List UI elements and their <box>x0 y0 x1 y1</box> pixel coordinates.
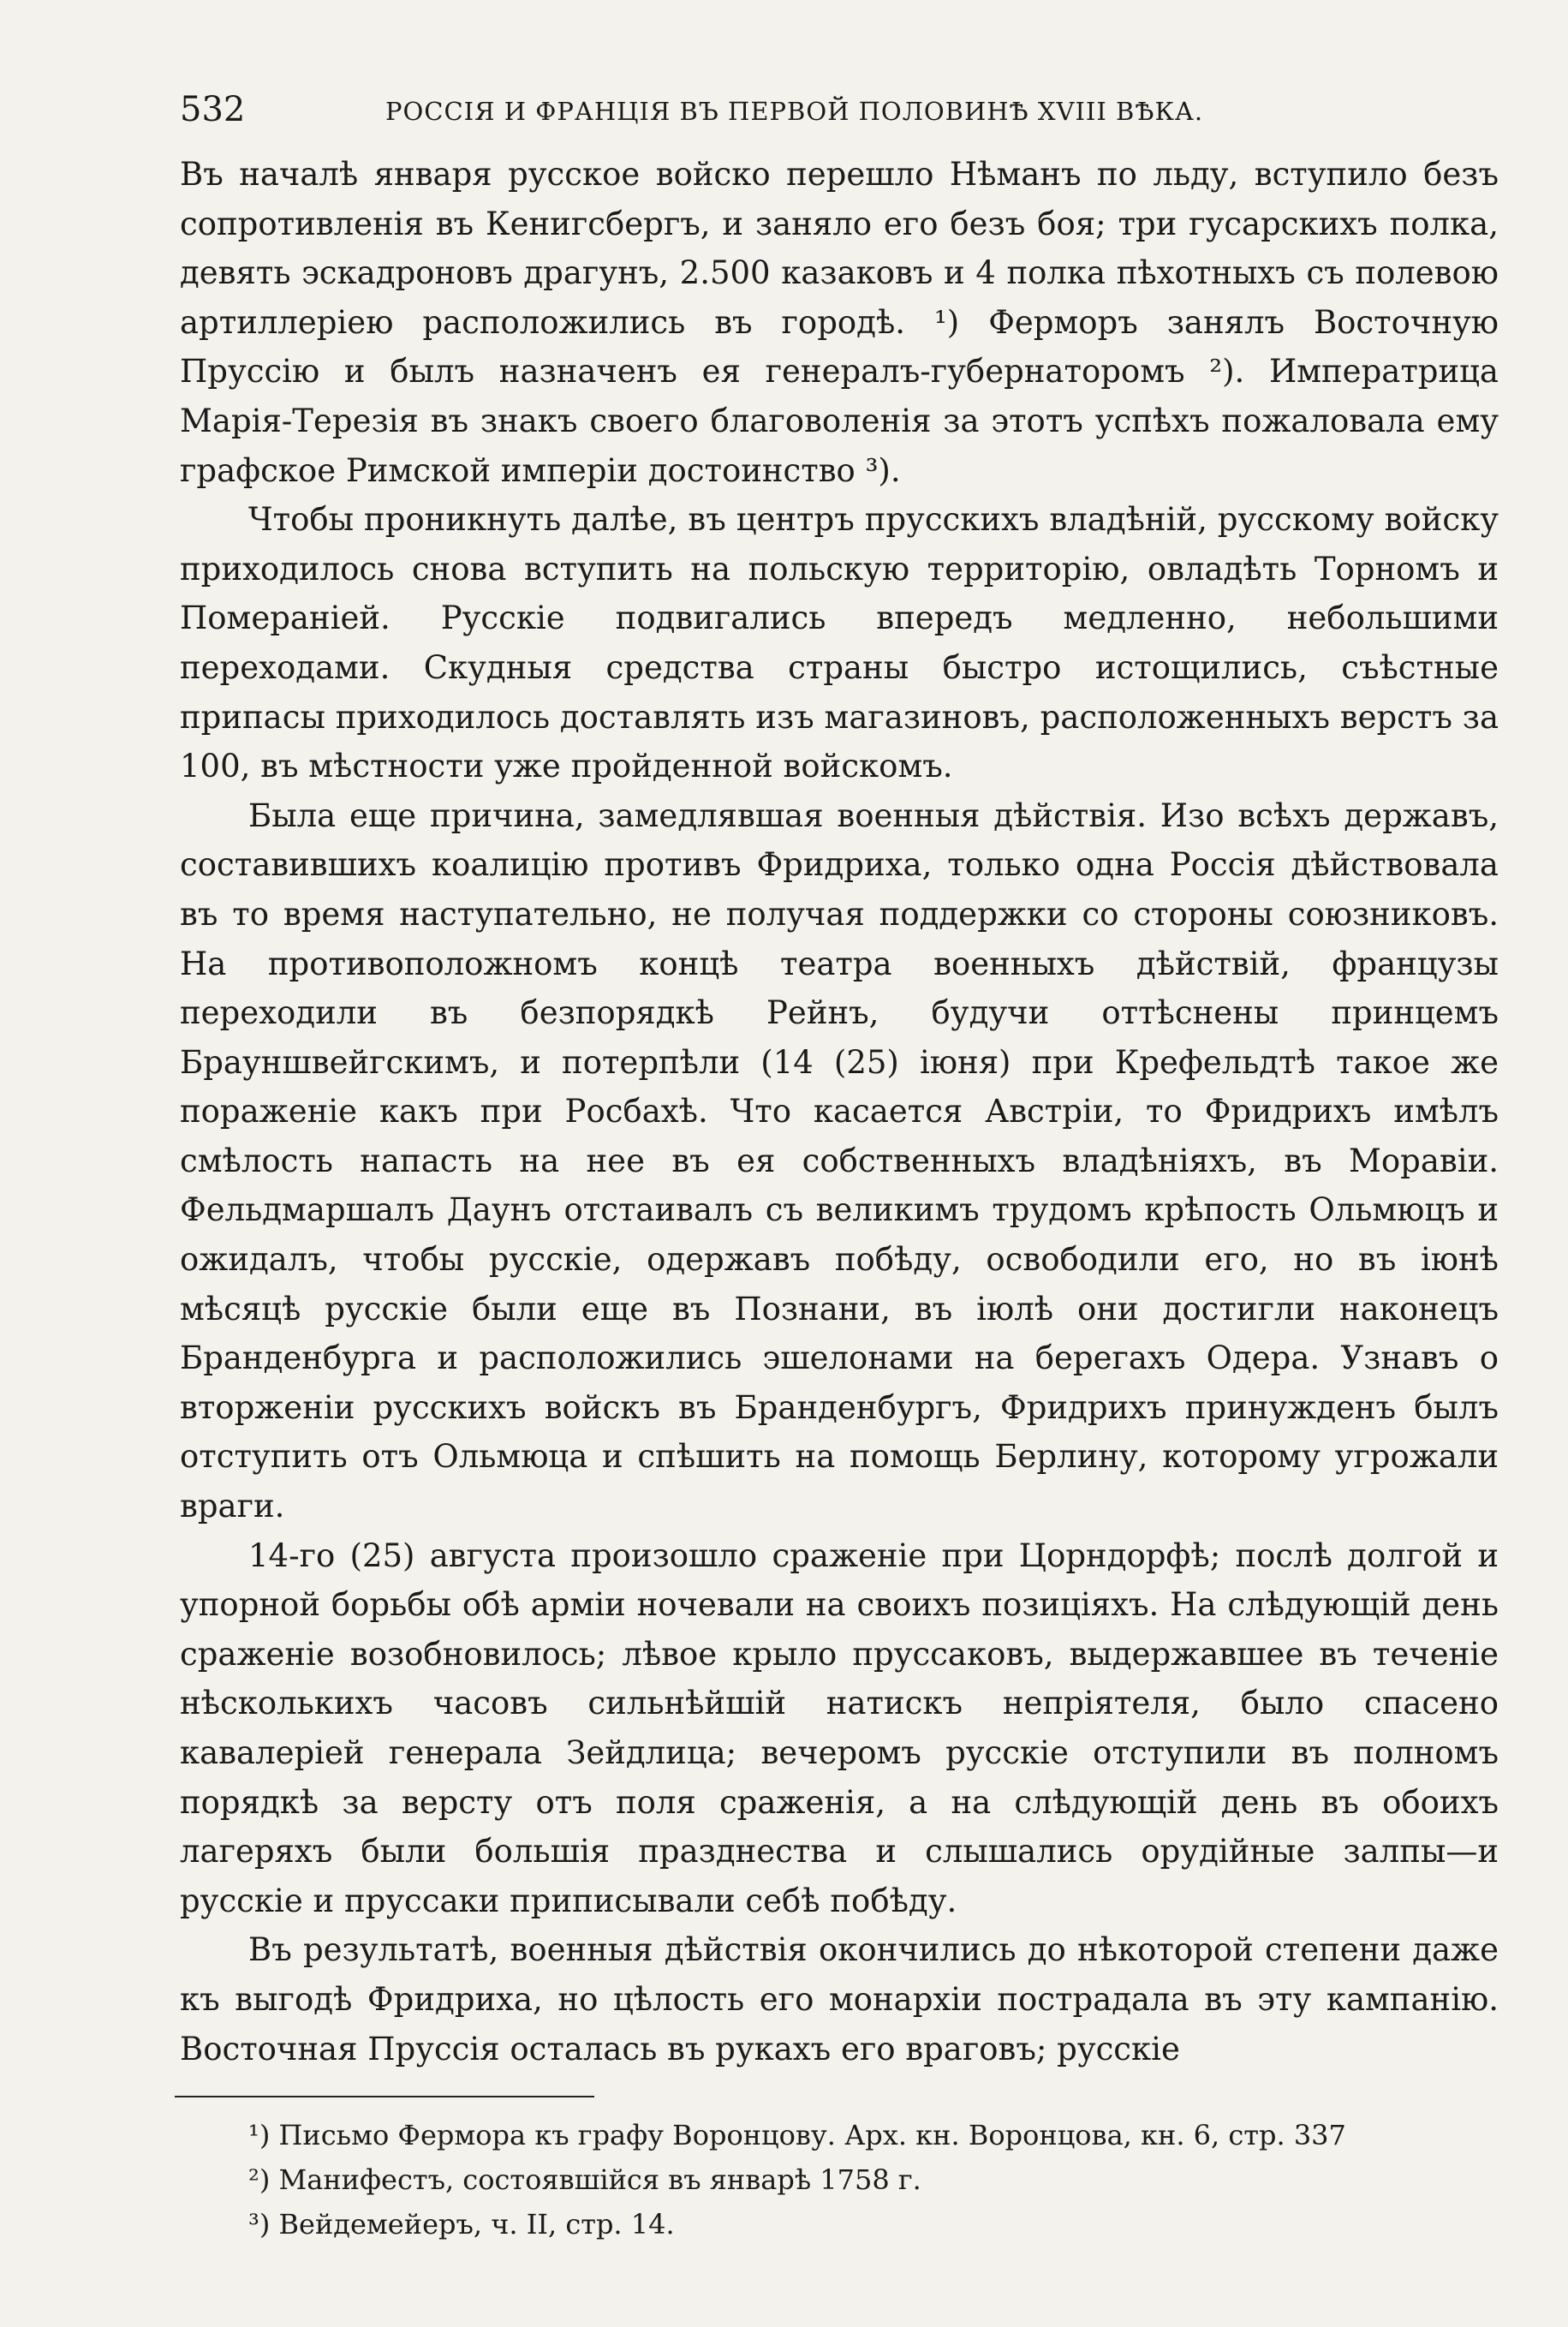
page-header <box>180 81 1499 141</box>
footnote-text: Письмо Фермора къ графу Воронцову. Арх. кн. Воронцова, кн. 6, стр. 337 <box>278 2119 1346 2152</box>
paragraph: 14-го (25) августа произошло сраженіе при Цорндорфѣ; послѣ долгой и упорной борьбы обѣ арміи ночевали на своихъ позиціяхъ. На слѣдующій день сраженіе возобновилось; лѣвое крыло пруссаковъ, выдержавшее въ теченіе нѣсколькихъ часовъ сильнѣйшій натискъ непріятеля, было спасено кавалеріей генерала Зейдлица; вечеромъ русскіе отступили въ полномъ порядкѣ за версту отъ поля сраженія, а на слѣдующій день въ обоихъ лагеряхъ были большія празднества и слышались орудійные залпы—и русскіе и пруссаки приписывали себѣ побѣду. <box>180 1536 1499 1919</box>
footnote <box>248 2157 1499 2202</box>
running-title: РОССІЯ И ФРАНЦІЯ ВЪ ПЕРВОЙ ПОЛОВИНѢ XVIII ВѢКА. <box>385 97 1204 126</box>
footnote <box>248 2113 1499 2157</box>
footnote-text: Манифестъ, состоявшійся въ январѣ 1758 г. <box>278 2163 921 2197</box>
paragraph: Чтобы проникнуть далѣе, въ центръ прусскихъ владѣній, русскому войску приходилось снова вступить на польскую территорію, овладѣть Торномъ и Померaніей. Русскіе подвигались впередъ медленно, небольшими переходами. Скудныя средства страны быстро истощились, съѣстные припасы приходилось доставлять изъ магазиновъ, расположенныхъ верстъ за 100, въ мѣстности уже пройденной войскомъ. <box>180 501 1499 785</box>
footnote-mark: ²) <box>248 2163 271 2197</box>
paragraph: Была еще причина, замедлявшая военныя дѣйствія. Изо всѣхъ державъ, составившихъ коалицію противъ Фридриха, только одна Россія дѣйствовала въ то время наступательно, не получая поддержки со стороны союзниковъ. На противоположномъ концѣ театра военныхъ дѣйствій, французы переходили въ безпорядкѣ Рейнъ, будучи оттѣснены принцемъ Брауншвейгскимъ, и потерпѣли (14 (25) іюня) при Крефельдтѣ такое же пораженіе какъ при Росбахѣ. Что касается Австріи, то Фридрихъ имѣлъ смѣлость напасть на нее въ ея собственныхъ владѣніяхъ, въ Моравіи. Фельдмаршалъ Даунъ отстаивалъ съ великимъ трудомъ крѣпость Ольмюцъ и ожидалъ, чтобы русскіе, одержавъ побѣду, освободили его, но въ іюнѣ мѣсяцѣ русскіе были еще въ Познани, въ іюлѣ они достигли наконецъ Бранденбурга и расположились эшелонами на берегахъ Одера. Узнавъ о вторженіи русскихъ войскъ въ Бранденбургъ, Фридрихъ принужденъ былъ отступить отъ Ольмюца и спѣшить на помощь Берлину, которому угрожали враги. <box>180 797 1499 1525</box>
footnote-mark: ³) <box>248 2208 271 2241</box>
footnote-text: Вейдемейеръ, ч. II, стр. 14. <box>278 2208 675 2241</box>
body-text <box>180 150 1499 2073</box>
footnote-mark: ¹) <box>248 2119 271 2152</box>
page-number: 532 <box>180 90 246 129</box>
footnotes <box>180 2113 1499 2246</box>
paragraph: Въ началѣ января русское войско перешло Нѣманъ по льду, вступило безъ сопротивленія въ Кенигсбергъ, и заняло его безъ боя; три гусарскихъ полка, девять эскадроновъ драгунъ, 2.500 казаковъ и 4 полка пѣхотныхъ съ полевою артиллеріею расположились въ городѣ. ¹) Ферморъ занялъ Восточную Пруссію и былъ назначенъ ея генералъ-губернаторомъ ²). Императрица Марія-Терезія въ знакъ своего благоволенія за этотъ успѣхъ пожаловала ему графское Римской имперіи достоинство ³). <box>180 156 1499 489</box>
paragraph: Въ результатѣ, военныя дѣйствія окончились до нѣкоторой степени даже къ выгодѣ Фридриха, но цѣлость его монархіи пострадала въ эту кампанію. Восточная Пруссія осталась въ рукахъ его враговъ; русскіе <box>180 1931 1499 2067</box>
footnote <box>248 2202 1499 2246</box>
footnote-divider <box>175 2096 594 2097</box>
